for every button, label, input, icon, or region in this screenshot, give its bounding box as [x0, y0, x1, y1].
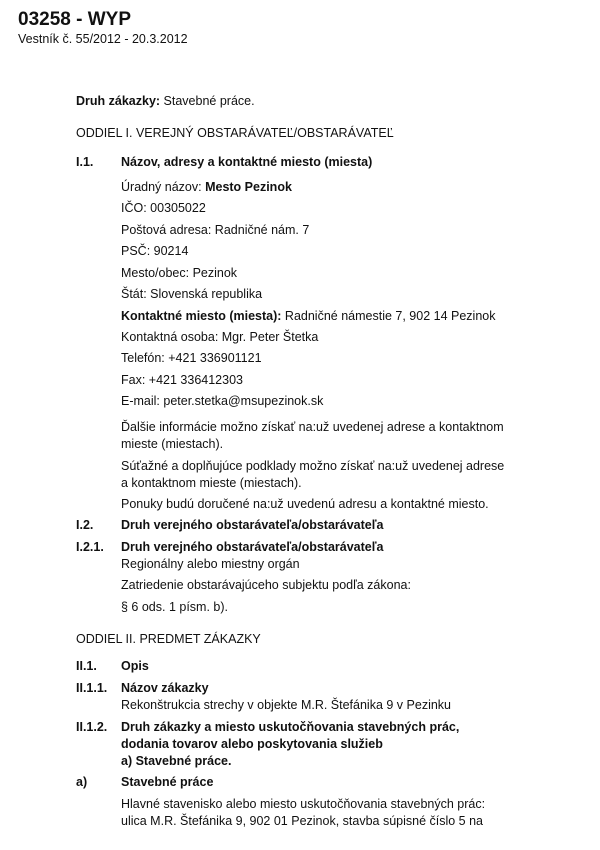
email-line: E-mail: peter.stetka@msupezinok.sk — [121, 394, 324, 408]
i1-number: I.1. — [76, 155, 94, 169]
ii12-title-line-2: dodania tovarov alebo poskytovania služieb — [121, 737, 383, 751]
site-line-1: Hlavné stavenisko alebo miesto uskutočňovania stavebných prác: — [121, 797, 486, 811]
ii12-title-line-1: Druh zákazky a miesto uskutočňovania stavebných prác, — [121, 720, 460, 734]
ii11-title: Názov zákazky — [121, 681, 209, 695]
ii12-number: II.1.2. — [76, 720, 108, 734]
info-line-1: Ďalšie informácie možno získať na:už uvedenej adrese a kontaktnom — [121, 420, 504, 434]
official-name-label: Úradný názov: — [121, 180, 206, 194]
postal-address-line: Poštová adresa: Radničné nám. 7 — [121, 223, 310, 237]
contact-point-line — [121, 309, 495, 324]
contact-point-value: Radničné námestie 7, 902 14 Pezinok — [281, 309, 496, 323]
i21-number: I.2.1. — [76, 540, 104, 554]
psc-line: PSČ: 90214 — [121, 244, 189, 258]
offers-line: Ponuky budú doručené na:už uvedenú adresu a kontaktné miesto. — [121, 497, 489, 511]
city-line: Mesto/obec: Pezinok — [121, 266, 238, 280]
section-1-title: ODDIEL I. VEREJNÝ OBSTARÁVATEĽ/OBSTARÁVATEĽ — [76, 126, 394, 140]
authority-type-value: Regionálny alebo miestny orgán — [121, 557, 300, 571]
classification-label: Zatriedenie obstarávajúceho subjektu podľa zákona: — [121, 578, 411, 592]
contract-type-line — [76, 94, 255, 109]
official-name-value: Mesto Pezinok — [205, 180, 292, 194]
docs-line-1: Súťažné a doplňujúce podklady možno získať na:už uvedenej adrese — [121, 459, 505, 473]
official-name-line — [121, 180, 292, 195]
ii12-title-line-3: a) Stavebné práce. — [121, 754, 232, 768]
i2-number: I.2. — [76, 518, 94, 532]
a-number: a) — [76, 775, 88, 789]
i2-title: Druh verejného obstarávateľa/obstarávateľa — [121, 518, 384, 532]
a-title: Stavebné práce — [121, 775, 214, 789]
phone-line: Telefón: +421 336901121 — [121, 351, 262, 365]
contract-type-value: Stavebné práce. — [160, 94, 255, 108]
contract-name-value: Rekonštrukcia strechy v objekte M.R. Štefánika 9 v Pezinku — [121, 698, 452, 712]
i1-title: Názov, adresy a kontaktné miesto (miesta) — [121, 155, 373, 169]
i21-title: Druh verejného obstarávateľa/obstarávateľa — [121, 540, 384, 554]
contract-type-label: Druh zákazky: — [76, 94, 161, 108]
bulletin-reference: Vestník č. 55/2012 - 20.3.2012 — [18, 32, 188, 46]
ii1-number: II.1. — [76, 659, 97, 673]
info-line-2: mieste (miestach). — [121, 437, 224, 451]
country-line: Štát: Slovenská republika — [121, 287, 263, 301]
ico-line: IČO: 00305022 — [121, 201, 206, 215]
docs-line-2: a kontaktnom mieste (miestach). — [121, 476, 302, 490]
ii11-number: II.1.1. — [76, 681, 108, 695]
site-line-2: ulica M.R. Štefánika 9, 902 01 Pezinok, stavba súpisné číslo 5 na — [121, 814, 484, 828]
document-number: 03258 - WYP — [18, 9, 131, 30]
contact-person-line: Kontaktná osoba: Mgr. Peter Štetka — [121, 330, 319, 344]
classification-value: § 6 ods. 1 písm. b). — [121, 600, 228, 614]
ii1-title: Opis — [121, 659, 149, 673]
contact-point-label: Kontaktné miesto (miesta): — [121, 309, 282, 323]
section-2-title: ODDIEL II. PREDMET ZÁKAZKY — [76, 632, 261, 646]
fax-line: Fax: +421 336412303 — [121, 373, 243, 387]
